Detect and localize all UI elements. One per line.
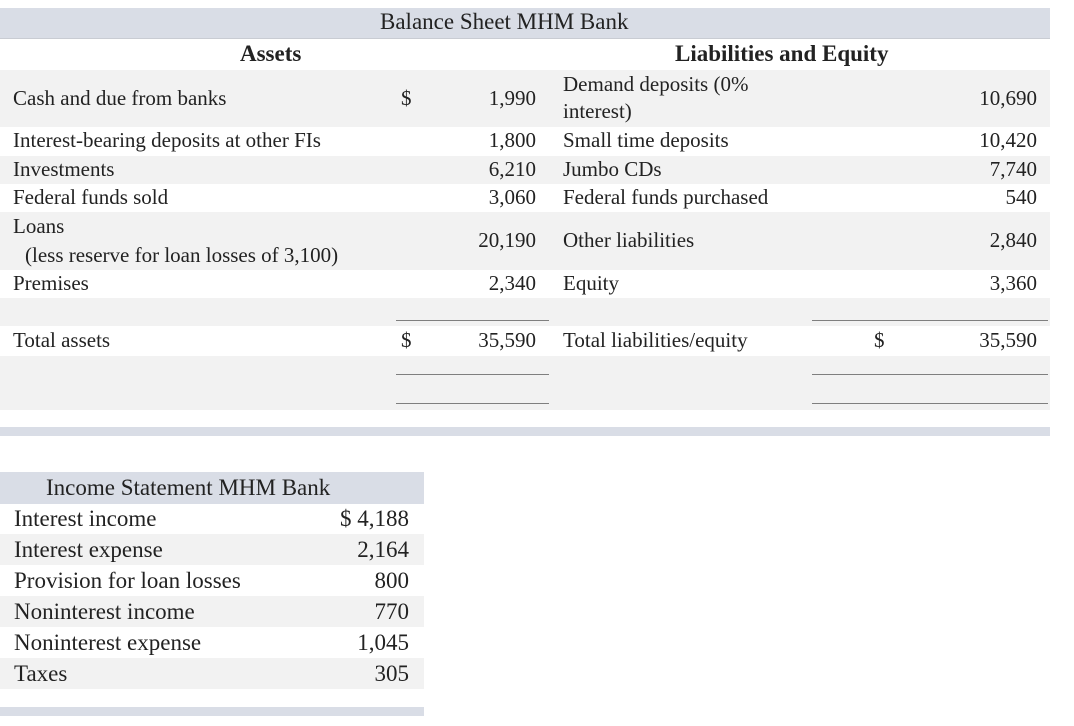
total-assets-label: Total assets: [13, 328, 111, 352]
currency-symbol: $: [874, 328, 885, 352]
asset-label: Federal funds sold: [13, 185, 169, 209]
asset-label: Investments: [13, 157, 115, 181]
is-value: 800: [374, 568, 409, 593]
is-label: Interest expense: [14, 537, 163, 562]
subtotal-rule: [812, 320, 1048, 321]
asset-value: 3,060: [488, 185, 536, 209]
total-liabilities-label: Total liabilities/equity: [563, 328, 748, 352]
liability-label: Equity: [563, 271, 619, 295]
asset-value: 1,800: [488, 128, 536, 152]
bs-row-band: [0, 356, 1050, 410]
bs-bottom-band: [0, 427, 1050, 436]
is-value: 770: [374, 599, 409, 624]
currency-symbol: $: [401, 86, 412, 110]
is-label: Provision for loan losses: [14, 568, 241, 593]
asset-label: Interest-bearing deposits at other FIs: [13, 128, 321, 152]
total-double-rule: [812, 374, 1048, 375]
liability-value: 10,690: [979, 86, 1037, 110]
is-value: 305: [374, 661, 409, 686]
bs-row-band: [0, 298, 1050, 326]
assets-header: Assets: [240, 41, 302, 66]
total-assets-value: 35,590: [478, 328, 536, 352]
is-label: Interest income: [14, 506, 157, 531]
asset-value: 6,210: [488, 157, 536, 181]
liability-label-cont: interest): [563, 99, 632, 123]
asset-label: Loans: [13, 214, 65, 238]
asset-value: 2,340: [488, 271, 536, 295]
asset-label: Cash and due from banks: [13, 86, 227, 110]
asset-sublabel: (less reserve for loan losses of 3,100): [25, 243, 339, 267]
bs-header-band: [0, 38, 1050, 71]
is-value: 1,045: [357, 630, 409, 655]
is-value: 2,164: [357, 537, 409, 562]
is-label: Noninterest expense: [14, 630, 202, 655]
is-label: Noninterest income: [14, 599, 195, 624]
is-value: $ 4,188: [340, 506, 409, 531]
liability-label: Federal funds purchased: [563, 185, 769, 209]
total-double-rule: [812, 403, 1048, 404]
asset-value: 1,990: [488, 86, 536, 110]
subtotal-rule: [396, 320, 549, 321]
liability-value: 540: [1005, 185, 1037, 209]
income-statement-title: Income Statement MHM Bank: [46, 475, 331, 500]
currency-symbol: $: [401, 328, 412, 352]
liability-label: Jumbo CDs: [563, 157, 662, 181]
liability-label: Other liabilities: [563, 228, 695, 252]
liability-value: 10,420: [979, 128, 1037, 152]
asset-value: 20,190: [478, 228, 536, 252]
total-double-rule: [396, 403, 549, 404]
balance-sheet-title: Balance Sheet MHM Bank: [380, 9, 629, 34]
liability-value: 7,740: [989, 157, 1037, 181]
liability-label: Demand deposits (0%: [563, 72, 749, 96]
total-liabilities-value: 35,590: [979, 328, 1037, 352]
is-label: Taxes: [14, 661, 68, 686]
liability-value: 3,360: [989, 271, 1037, 295]
liability-value: 2,840: [989, 228, 1037, 252]
total-double-rule: [396, 374, 549, 375]
liabilities-header: Liabilities and Equity: [675, 41, 889, 66]
asset-label: Premises: [13, 271, 89, 295]
liability-label: Small time deposits: [563, 128, 729, 152]
is-bottom-band: [0, 707, 424, 716]
